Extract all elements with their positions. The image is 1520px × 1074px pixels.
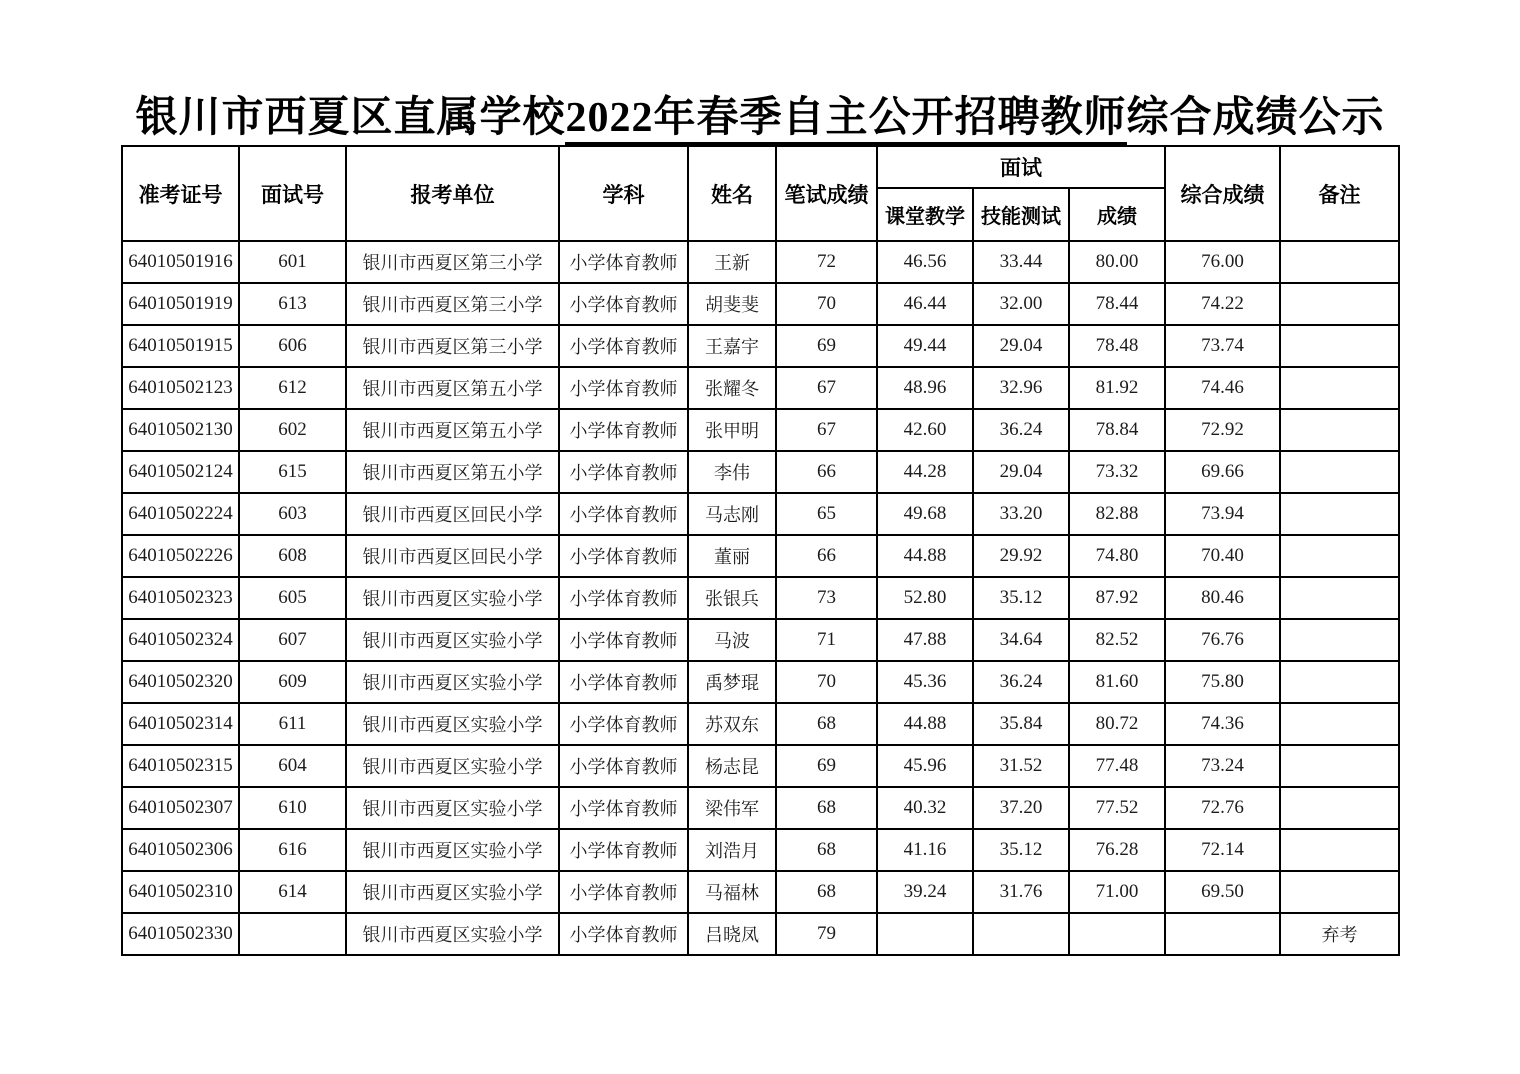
cell-written: 67 (776, 367, 877, 409)
table-row (122, 451, 1399, 493)
cell-interview-no: 606 (239, 325, 346, 367)
cell-subject: 小学体育教师 (559, 745, 688, 787)
cell-name: 马志刚 (688, 493, 776, 535)
cell-interview-no: 602 (239, 409, 346, 451)
cell-interview-no: 604 (239, 745, 346, 787)
cell-written: 68 (776, 703, 877, 745)
cell-interview-no: 614 (239, 871, 346, 913)
cell-overall: 72.92 (1165, 409, 1280, 451)
col-header-overall: 综合成绩 (1165, 146, 1280, 241)
cell-interview-score: 80.72 (1069, 703, 1165, 745)
cell-overall: 74.36 (1165, 703, 1280, 745)
table-row (122, 409, 1399, 451)
table-row (122, 241, 1399, 283)
cell-subject: 小学体育教师 (559, 535, 688, 577)
cell-interview-no: 607 (239, 619, 346, 661)
cell-written: 73 (776, 577, 877, 619)
cell-exam-id: 64010501916 (122, 241, 239, 283)
table-row (122, 283, 1399, 325)
cell-skill: 32.96 (973, 367, 1069, 409)
col-header-written: 笔试成绩 (776, 146, 877, 241)
cell-remark: 弃考 (1280, 913, 1399, 955)
cell-overall: 73.94 (1165, 493, 1280, 535)
cell-name: 马福林 (688, 871, 776, 913)
cell-remark (1280, 535, 1399, 577)
cell-interview-score: 87.92 (1069, 577, 1165, 619)
cell-exam-id: 64010502306 (122, 829, 239, 871)
cell-unit: 银川市西夏区第三小学 (346, 283, 559, 325)
cell-skill: 35.12 (973, 577, 1069, 619)
cell-overall: 75.80 (1165, 661, 1280, 703)
cell-unit: 银川市西夏区第三小学 (346, 325, 559, 367)
cell-written: 68 (776, 871, 877, 913)
cell-overall: 80.46 (1165, 577, 1280, 619)
table-row (122, 913, 1399, 955)
cell-teaching: 40.32 (877, 787, 973, 829)
cell-written: 66 (776, 451, 877, 493)
cell-remark (1280, 745, 1399, 787)
table-row (122, 535, 1399, 577)
cell-remark (1280, 493, 1399, 535)
table-row (122, 745, 1399, 787)
cell-overall: 74.46 (1165, 367, 1280, 409)
cell-skill: 35.12 (973, 829, 1069, 871)
cell-overall: 72.14 (1165, 829, 1280, 871)
cell-interview-no: 601 (239, 241, 346, 283)
cell-unit: 银川市西夏区回民小学 (346, 535, 559, 577)
cell-subject: 小学体育教师 (559, 451, 688, 493)
cell-exam-id: 64010502323 (122, 577, 239, 619)
cell-unit: 银川市西夏区实验小学 (346, 829, 559, 871)
cell-exam-id: 64010502324 (122, 619, 239, 661)
cell-name: 马波 (688, 619, 776, 661)
score-table-header (122, 146, 1399, 241)
cell-teaching: 42.60 (877, 409, 973, 451)
cell-unit: 银川市西夏区实验小学 (346, 619, 559, 661)
cell-name: 王新 (688, 241, 776, 283)
cell-skill: 31.76 (973, 871, 1069, 913)
cell-interview-score: 78.84 (1069, 409, 1165, 451)
cell-interview-score: 77.52 (1069, 787, 1165, 829)
cell-unit: 银川市西夏区实验小学 (346, 745, 559, 787)
cell-remark (1280, 619, 1399, 661)
cell-interview-score: 77.48 (1069, 745, 1165, 787)
cell-teaching: 44.28 (877, 451, 973, 493)
cell-subject: 小学体育教师 (559, 871, 688, 913)
cell-skill: 29.04 (973, 451, 1069, 493)
cell-name: 禹梦琨 (688, 661, 776, 703)
table-row (122, 493, 1399, 535)
col-header-remark: 备注 (1280, 146, 1399, 241)
cell-subject: 小学体育教师 (559, 577, 688, 619)
cell-name: 张甲明 (688, 409, 776, 451)
table-row (122, 619, 1399, 661)
cell-subject: 小学体育教师 (559, 409, 688, 451)
cell-teaching: 44.88 (877, 703, 973, 745)
cell-name: 胡斐斐 (688, 283, 776, 325)
cell-written: 69 (776, 325, 877, 367)
cell-interview-score: 76.28 (1069, 829, 1165, 871)
cell-unit: 银川市西夏区实验小学 (346, 577, 559, 619)
cell-interview-no: 611 (239, 703, 346, 745)
cell-subject: 小学体育教师 (559, 829, 688, 871)
cell-unit: 银川市西夏区第五小学 (346, 451, 559, 493)
cell-teaching: 46.44 (877, 283, 973, 325)
cell-exam-id: 64010502224 (122, 493, 239, 535)
cell-subject: 小学体育教师 (559, 913, 688, 955)
col-header-interview-no: 面试号 (239, 146, 346, 241)
cell-skill: 36.24 (973, 661, 1069, 703)
cell-subject: 小学体育教师 (559, 283, 688, 325)
cell-written: 66 (776, 535, 877, 577)
cell-interview-score: 74.80 (1069, 535, 1165, 577)
cell-overall: 76.76 (1165, 619, 1280, 661)
table-row (122, 871, 1399, 913)
cell-teaching: 45.96 (877, 745, 973, 787)
cell-interview-score: 80.00 (1069, 241, 1165, 283)
cell-interview-score (1069, 913, 1165, 955)
cell-written: 68 (776, 829, 877, 871)
cell-unit: 银川市西夏区第五小学 (346, 367, 559, 409)
cell-exam-id: 64010502310 (122, 871, 239, 913)
cell-remark (1280, 325, 1399, 367)
cell-interview-score: 71.00 (1069, 871, 1165, 913)
col-header-exam-id: 准考证号 (122, 146, 239, 241)
cell-exam-id: 64010502330 (122, 913, 239, 955)
cell-interview-score: 81.92 (1069, 367, 1165, 409)
cell-interview-no (239, 913, 346, 955)
cell-unit: 银川市西夏区实验小学 (346, 787, 559, 829)
cell-teaching: 39.24 (877, 871, 973, 913)
cell-interview-no: 612 (239, 367, 346, 409)
cell-name: 董丽 (688, 535, 776, 577)
cell-exam-id: 64010502307 (122, 787, 239, 829)
cell-skill: 29.04 (973, 325, 1069, 367)
cell-unit: 银川市西夏区实验小学 (346, 913, 559, 955)
cell-skill (973, 913, 1069, 955)
cell-exam-id: 64010502226 (122, 535, 239, 577)
cell-interview-no: 603 (239, 493, 346, 535)
cell-interview-score: 81.60 (1069, 661, 1165, 703)
cell-overall: 72.76 (1165, 787, 1280, 829)
table-row (122, 829, 1399, 871)
cell-interview-no: 608 (239, 535, 346, 577)
cell-interview-no: 616 (239, 829, 346, 871)
cell-remark (1280, 661, 1399, 703)
cell-subject: 小学体育教师 (559, 367, 688, 409)
cell-unit: 银川市西夏区实验小学 (346, 661, 559, 703)
cell-teaching: 49.68 (877, 493, 973, 535)
cell-teaching: 49.44 (877, 325, 973, 367)
cell-interview-no: 609 (239, 661, 346, 703)
col-header-interview-score: 成绩 (1069, 188, 1165, 241)
cell-name: 杨志昆 (688, 745, 776, 787)
cell-teaching: 52.80 (877, 577, 973, 619)
cell-skill: 32.00 (973, 283, 1069, 325)
cell-subject: 小学体育教师 (559, 661, 688, 703)
cell-unit: 银川市西夏区实验小学 (346, 703, 559, 745)
cell-teaching: 45.36 (877, 661, 973, 703)
cell-unit: 银川市西夏区回民小学 (346, 493, 559, 535)
cell-written: 79 (776, 913, 877, 955)
table-row (122, 325, 1399, 367)
cell-name: 李伟 (688, 451, 776, 493)
cell-overall: 69.50 (1165, 871, 1280, 913)
cell-overall: 73.74 (1165, 325, 1280, 367)
cell-remark (1280, 241, 1399, 283)
cell-skill: 33.20 (973, 493, 1069, 535)
cell-overall: 76.00 (1165, 241, 1280, 283)
score-table-body (122, 241, 1399, 955)
page-title-underlined-segment: 2022年春季自主公开招聘教师 (565, 95, 1126, 145)
cell-written: 68 (776, 787, 877, 829)
cell-name: 王嘉宇 (688, 325, 776, 367)
cell-written: 71 (776, 619, 877, 661)
cell-remark (1280, 367, 1399, 409)
col-header-teaching: 课堂教学 (877, 188, 973, 241)
cell-subject: 小学体育教师 (559, 703, 688, 745)
cell-name: 张银兵 (688, 577, 776, 619)
cell-interview-score: 82.52 (1069, 619, 1165, 661)
cell-interview-no: 615 (239, 451, 346, 493)
cell-skill: 35.84 (973, 703, 1069, 745)
cell-name: 苏双东 (688, 703, 776, 745)
cell-overall: 74.22 (1165, 283, 1280, 325)
cell-interview-score: 82.88 (1069, 493, 1165, 535)
cell-remark (1280, 871, 1399, 913)
cell-overall: 69.66 (1165, 451, 1280, 493)
cell-teaching: 46.56 (877, 241, 973, 283)
cell-exam-id: 64010502123 (122, 367, 239, 409)
table-row (122, 787, 1399, 829)
table-row (122, 703, 1399, 745)
col-header-subject: 学科 (559, 146, 688, 241)
cell-remark (1280, 451, 1399, 493)
page-title-suffix: 综合成绩公示 (1126, 95, 1385, 141)
cell-interview-no: 605 (239, 577, 346, 619)
cell-written: 65 (776, 493, 877, 535)
cell-skill: 29.92 (973, 535, 1069, 577)
cell-subject: 小学体育教师 (559, 241, 688, 283)
cell-remark (1280, 829, 1399, 871)
cell-teaching: 47.88 (877, 619, 973, 661)
col-header-name: 姓名 (688, 146, 776, 241)
cell-unit: 银川市西夏区第三小学 (346, 241, 559, 283)
cell-subject: 小学体育教师 (559, 325, 688, 367)
cell-unit: 银川市西夏区实验小学 (346, 871, 559, 913)
cell-skill: 31.52 (973, 745, 1069, 787)
cell-remark (1280, 577, 1399, 619)
cell-interview-score: 73.32 (1069, 451, 1165, 493)
cell-remark (1280, 283, 1399, 325)
cell-name: 梁伟军 (688, 787, 776, 829)
cell-interview-score: 78.44 (1069, 283, 1165, 325)
cell-name: 张耀冬 (688, 367, 776, 409)
cell-skill: 34.64 (973, 619, 1069, 661)
cell-exam-id: 64010502315 (122, 745, 239, 787)
cell-interview-no: 610 (239, 787, 346, 829)
cell-overall (1165, 913, 1280, 955)
score-table (121, 145, 1400, 956)
col-header-skill: 技能测试 (973, 188, 1069, 241)
page-title (0, 84, 1520, 144)
cell-name: 吕晓凤 (688, 913, 776, 955)
table-row (122, 367, 1399, 409)
cell-subject: 小学体育教师 (559, 787, 688, 829)
cell-interview-no: 613 (239, 283, 346, 325)
cell-skill: 36.24 (973, 409, 1069, 451)
cell-written: 70 (776, 283, 877, 325)
cell-teaching: 41.16 (877, 829, 973, 871)
cell-remark (1280, 787, 1399, 829)
cell-written: 67 (776, 409, 877, 451)
cell-exam-id: 64010502320 (122, 661, 239, 703)
cell-exam-id: 64010502124 (122, 451, 239, 493)
cell-overall: 70.40 (1165, 535, 1280, 577)
cell-teaching (877, 913, 973, 955)
cell-remark (1280, 409, 1399, 451)
cell-written: 72 (776, 241, 877, 283)
col-header-interview-group: 面试 (877, 146, 1165, 188)
cell-subject: 小学体育教师 (559, 619, 688, 661)
cell-exam-id: 64010502130 (122, 409, 239, 451)
page-title-prefix: 银川市西夏区直属学校 (135, 95, 566, 141)
cell-subject: 小学体育教师 (559, 493, 688, 535)
cell-written: 70 (776, 661, 877, 703)
table-row (122, 577, 1399, 619)
col-header-unit: 报考单位 (346, 146, 559, 241)
cell-exam-id: 64010501915 (122, 325, 239, 367)
cell-skill: 37.20 (973, 787, 1069, 829)
cell-overall: 73.24 (1165, 745, 1280, 787)
cell-teaching: 44.88 (877, 535, 973, 577)
cell-interview-score: 78.48 (1069, 325, 1165, 367)
cell-exam-id: 64010501919 (122, 283, 239, 325)
cell-name: 刘浩月 (688, 829, 776, 871)
cell-skill: 33.44 (973, 241, 1069, 283)
cell-remark (1280, 703, 1399, 745)
cell-teaching: 48.96 (877, 367, 973, 409)
cell-unit: 银川市西夏区第五小学 (346, 409, 559, 451)
table-row (122, 661, 1399, 703)
cell-exam-id: 64010502314 (122, 703, 239, 745)
cell-written: 69 (776, 745, 877, 787)
